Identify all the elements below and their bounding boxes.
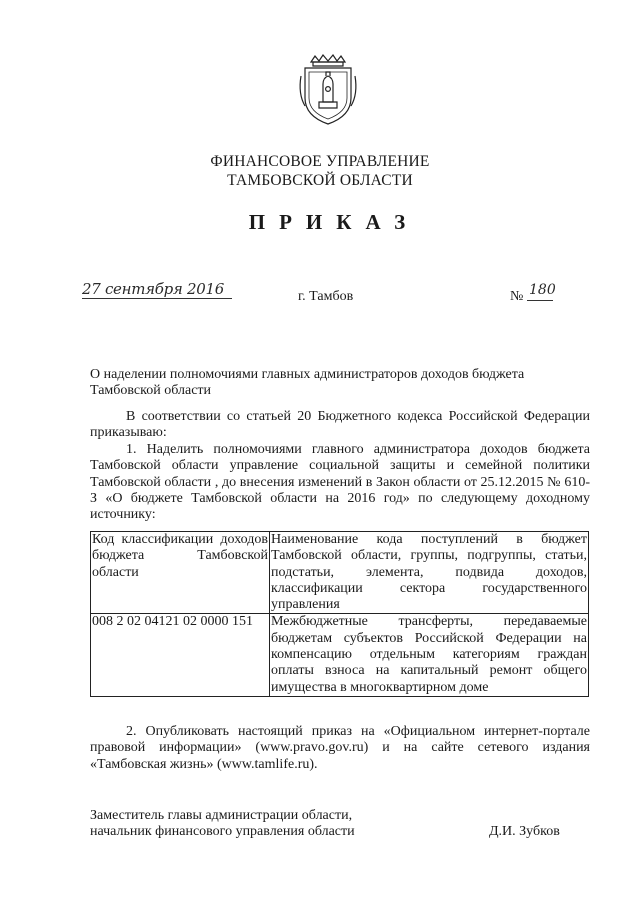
order-number-label: № bbox=[510, 289, 524, 304]
order-subject bbox=[90, 367, 610, 399]
date-underline bbox=[82, 298, 232, 299]
intro-paragraph: В соответствии со статьей 20 Бюджетного кодекса Российской Федерации приказываю: bbox=[90, 409, 590, 441]
signatory-name: Д.И. Зубков bbox=[489, 824, 560, 839]
number-underline bbox=[527, 300, 553, 301]
revenue-source-table bbox=[90, 531, 589, 697]
cell-name: Межбюджетные трансферты, передаваемые бюджетам субъектов Российской Федерации на компенсацию отдельным категориям граждан оплаты взноса на капитальный ремонт общего имущества в многоквартирном доме bbox=[271, 614, 587, 695]
handwritten-date: 27 сентября 2016 bbox=[82, 280, 224, 298]
organization-name-line2: ТАМБОВСКОЙ ОБЛАСТИ bbox=[227, 172, 413, 189]
header-code: Код классификации доходов бюджета Тамбовской области bbox=[91, 532, 270, 614]
table-header-row bbox=[91, 532, 589, 614]
cell-code: 008 2 02 04121 02 0000 151 bbox=[91, 614, 270, 696]
subject-line2: Тамбовской области bbox=[90, 383, 212, 398]
coat-of-arms-icon bbox=[297, 54, 359, 128]
handwritten-order-number: 180 bbox=[529, 282, 556, 298]
subject-line1: О наделении полномочиями главных администраторов доходов бюджета bbox=[90, 367, 525, 382]
item-1-paragraph: 1. Наделить полномочиями главного администратора доходов бюджета Тамбовской области управление социальной защиты и семейной политики Тамбовской области , до внесения изменений в Закон области от 25.12.2015 № 610-З «О бюджете Тамбовской области на 2016 год» по следующему доходному источнику: bbox=[90, 442, 590, 523]
coat-of-arms-emblem bbox=[297, 54, 359, 128]
organization-name-line1: ФИНАНСОВОЕ УПРАВЛЕНИЕ bbox=[210, 153, 430, 170]
signatory-position-line1: Заместитель главы администрации области, bbox=[90, 808, 353, 823]
header-name: Наименование кода поступлений в бюджет Тамбовской области, группы, подгруппы, статьи, подстатьи, элемента, подвида доходов, классификации сектора государственного управления bbox=[271, 532, 587, 613]
document-title: ПРИКАЗ bbox=[248, 210, 420, 234]
table-row bbox=[91, 614, 589, 696]
signatory-position bbox=[90, 808, 355, 840]
city: г. Тамбов bbox=[298, 289, 354, 304]
signatory-position-line2: начальник финансового управления области bbox=[90, 824, 355, 839]
item-2-paragraph: 2. Опубликовать настоящий приказ на «Официальном интернет-портале правовой информации» (www.pravo.gov.ru) и на сайте сетевого издания «Тамбовская жизнь» (www.tamlife.ru). bbox=[90, 724, 590, 772]
